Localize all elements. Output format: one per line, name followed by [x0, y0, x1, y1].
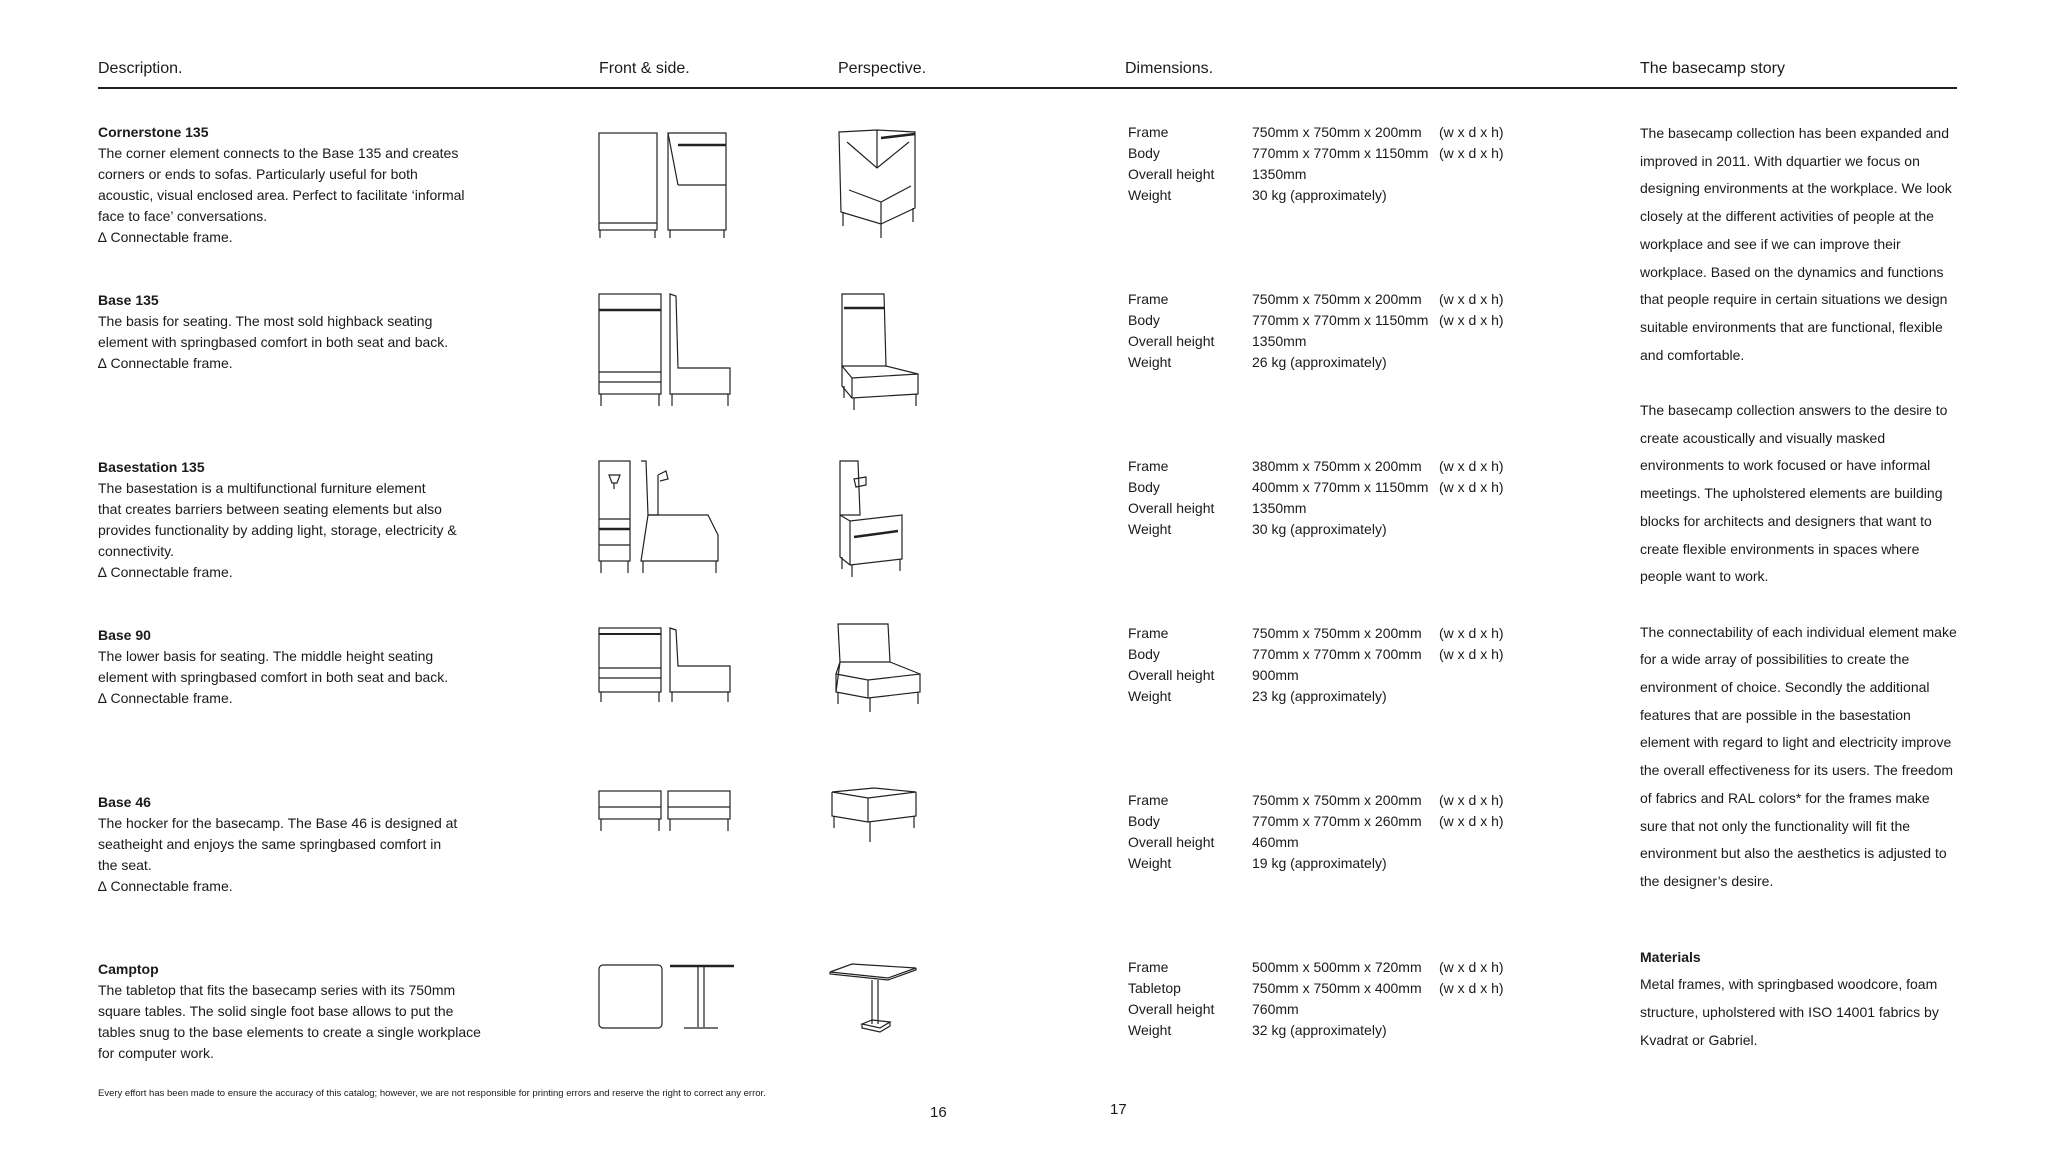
dim-label: Weight: [1128, 1022, 1172, 1038]
dim-label: Overall height: [1128, 834, 1215, 850]
dim-value: 750mm x 750mm x 200mm: [1252, 291, 1422, 307]
dim-label: Frame: [1128, 291, 1169, 307]
dim-value: 19 kg (approximately): [1252, 855, 1387, 871]
dimensions-table: [1128, 456, 1504, 540]
dim-label: Weight: [1128, 354, 1172, 370]
dim-label: Weight: [1128, 688, 1172, 704]
desc-line: The tabletop that fits the basecamp series with its 750mm: [98, 982, 456, 998]
dim-label: Frame: [1128, 625, 1169, 641]
dim-label: Frame: [1128, 124, 1169, 140]
dim-unit: (w x d x h): [1439, 312, 1504, 328]
basestation-perspective-drawing: [836, 459, 906, 579]
dim-value: 30 kg (approximately): [1252, 521, 1387, 537]
dim-value: 770mm x 770mm x 1150mm: [1252, 312, 1429, 328]
dim-unit: [1439, 853, 1504, 874]
dim-value: 750mm x 750mm x 400mm: [1252, 980, 1422, 996]
dimensions-table: [1128, 790, 1504, 874]
product-description: [98, 625, 498, 709]
dim-label: Overall height: [1128, 667, 1215, 683]
desc-line: The basestation is a multifunctional furniture element: [98, 480, 426, 496]
footnote: Every effort has been made to ensure the accuracy of this catalog; however, we are not responsible for printing errors and reserve the right to correct any error.: [98, 1088, 766, 1099]
dim-value: 750mm x 750mm x 200mm: [1252, 625, 1422, 641]
camptop-perspective-drawing: [828, 962, 920, 1038]
desc-line: The basis for seating. The most sold highback seating: [98, 313, 433, 329]
dim-value: 460mm: [1252, 834, 1299, 850]
dim-unit: [1439, 331, 1504, 352]
dim-value: 400mm x 770mm x 1150mm: [1252, 479, 1429, 495]
desc-line: for computer work.: [98, 1045, 214, 1061]
dim-label: Overall height: [1128, 500, 1215, 516]
dim-unit: [1439, 686, 1504, 707]
dim-unit: [1439, 1020, 1504, 1041]
dimensions-table: [1128, 957, 1504, 1041]
dim-unit: (w x d x h): [1439, 124, 1504, 140]
desc-line: corners or ends to sofas. Particularly useful for both: [98, 166, 418, 182]
product-title: Base 90: [98, 627, 151, 643]
desc-line: acoustic, visual enclosed area. Perfect to facilitate ‘informal: [98, 187, 465, 203]
product-title: Camptop: [98, 961, 159, 977]
page-number-left: 16: [930, 1104, 947, 1121]
dim-label: Tabletop: [1128, 980, 1181, 996]
product-title: Base 135: [98, 292, 159, 308]
desc-line: the seat.: [98, 857, 152, 873]
dim-unit: [1439, 999, 1504, 1020]
header-divider: [98, 87, 1957, 89]
product-description: [98, 290, 498, 374]
header-front-side: Front & side.: [599, 60, 690, 77]
dim-unit: [1439, 665, 1504, 686]
dim-unit: (w x d x h): [1439, 792, 1504, 808]
dim-unit: (w x d x h): [1439, 959, 1504, 975]
desc-line: ∆ Connectable frame.: [98, 229, 233, 245]
dim-value: 380mm x 750mm x 200mm: [1252, 458, 1422, 474]
base135-perspective-drawing: [836, 292, 921, 412]
story-paragraph: The connectability of each individual element make for a wide array of possibilities to create the environment of choice. Secondly the additional features that are possible in the basestation element with regard to light and electricity improve the overall effectiveness for its users. The freedom of fabrics and RAL colors* for the frames make sure that not only the functionality will fit the environment but also the aesthetics is adjusted to the designer’s desire.: [1640, 623, 1957, 889]
desc-line: ∆ Connectable frame.: [98, 355, 233, 371]
dimensions-table: [1128, 623, 1504, 707]
base135-front-side-drawing: [598, 292, 738, 408]
desc-line: ∆ Connectable frame.: [98, 878, 233, 894]
product-description: [98, 122, 498, 248]
dim-value: 30 kg (approximately): [1252, 187, 1387, 203]
dim-unit: (w x d x h): [1439, 145, 1504, 161]
dim-unit: (w x d x h): [1439, 625, 1504, 641]
dim-label: Body: [1128, 479, 1160, 495]
dim-value: 750mm x 750mm x 200mm: [1252, 124, 1422, 140]
desc-line: face to face’ conversations.: [98, 208, 268, 224]
dim-value: 900mm: [1252, 667, 1299, 683]
header-description: Description.: [98, 60, 183, 77]
desc-line: The corner element connects to the Base 135 and creates: [98, 145, 459, 161]
cornerstone-front-side-drawing: [598, 130, 738, 240]
dim-label: Weight: [1128, 521, 1172, 537]
story-paragraph: The basecamp collection answers to the desire to create acoustically and visually masked environments to work focused or have informal meetings. The upholstered elements are building blocks for architects and designers that want to create flexible environments in spaces where people want to work.: [1640, 402, 1948, 585]
base46-perspective-drawing: [828, 786, 920, 846]
desc-line: tables snug to the base elements to create a single workplace: [98, 1024, 481, 1040]
cornerstone-perspective-drawing: [835, 128, 920, 240]
desc-line: The hocker for the basecamp. The Base 46 is designed at: [98, 815, 458, 831]
header-perspective: Perspective.: [838, 60, 927, 77]
dim-value: 32 kg (approximately): [1252, 1022, 1387, 1038]
desc-line: ∆ Connectable frame.: [98, 690, 233, 706]
basecamp-story: [1640, 120, 1960, 1054]
dim-label: Body: [1128, 813, 1160, 829]
camptop-front-side-drawing: [598, 963, 738, 1033]
dim-label: Body: [1128, 646, 1160, 662]
header-dimensions: Dimensions.: [1125, 60, 1214, 77]
desc-line: The lower basis for seating. The middle height seating: [98, 648, 434, 664]
dim-label: Body: [1128, 145, 1160, 161]
dim-label: Overall height: [1128, 166, 1215, 182]
page-number-right: 17: [1110, 1101, 1127, 1118]
desc-line: connectivity.: [98, 543, 174, 559]
dim-unit: [1439, 519, 1504, 540]
basestation-front-side-drawing: [598, 459, 723, 575]
product-description: [98, 959, 498, 1064]
header-story: The basecamp story: [1640, 60, 1785, 77]
dim-unit: [1439, 185, 1504, 206]
desc-line: ∆ Connectable frame.: [98, 564, 233, 580]
dim-label: Overall height: [1128, 1001, 1215, 1017]
dim-label: Frame: [1128, 792, 1169, 808]
dim-value: 23 kg (approximately): [1252, 688, 1387, 704]
dim-unit: (w x d x h): [1439, 646, 1504, 662]
dim-value: 500mm x 500mm x 720mm: [1252, 959, 1422, 975]
dim-value: 1350mm: [1252, 166, 1307, 182]
dim-unit: (w x d x h): [1439, 291, 1504, 307]
dim-unit: [1439, 164, 1504, 185]
desc-line: element with springbased comfort in both seat and back.: [98, 669, 449, 685]
dim-value: 26 kg (approximately): [1252, 354, 1387, 370]
dim-unit: [1439, 352, 1504, 373]
dim-unit: (w x d x h): [1439, 980, 1504, 996]
desc-line: provides functionality by adding light, storage, electricity &: [98, 522, 457, 538]
dim-label: Overall height: [1128, 333, 1215, 349]
dim-value: 770mm x 770mm x 260mm: [1252, 813, 1422, 829]
dim-value: 770mm x 770mm x 700mm: [1252, 646, 1422, 662]
dim-label: Frame: [1128, 959, 1169, 975]
base90-front-side-drawing: [598, 626, 738, 706]
dim-unit: (w x d x h): [1439, 479, 1504, 495]
materials-text: Metal frames, with springbased woodcore, foam structure, upholstered with ISO 14001 fabrics by Kvadrat or Gabriel.: [1640, 976, 1939, 1048]
product-description: [98, 792, 498, 897]
product-description: [98, 457, 498, 583]
product-title: Base 46: [98, 794, 151, 810]
desc-line: element with springbased comfort in both seat and back.: [98, 334, 449, 350]
dim-unit: [1439, 832, 1504, 853]
dimensions-table: [1128, 122, 1504, 206]
materials-title: Materials: [1640, 948, 1701, 965]
dim-label: Frame: [1128, 458, 1169, 474]
dim-value: 1350mm: [1252, 500, 1307, 516]
dimensions-table: [1128, 289, 1504, 373]
product-title: Cornerstone 135: [98, 124, 209, 140]
dim-label: Weight: [1128, 187, 1172, 203]
base90-perspective-drawing: [832, 622, 924, 714]
dim-value: 760mm: [1252, 1001, 1299, 1017]
dim-label: Weight: [1128, 855, 1172, 871]
base46-front-side-drawing: [598, 789, 738, 833]
dim-value: 750mm x 750mm x 200mm: [1252, 792, 1422, 808]
desc-line: that creates barriers between seating elements but also: [98, 501, 442, 517]
dim-unit: (w x d x h): [1439, 458, 1504, 474]
story-paragraph: The basecamp collection has been expanded and improved in 2011. With dquartier we focus on designing environments at the workplace. We look closely at the different activities of people at the workplace and see if we can improve their workplace. Based on the dynamics and functions that people require in certain situations we design suitable environments that are functional, flexible and comfortable.: [1640, 125, 1952, 363]
desc-line: square tables. The solid single foot base allows to put the: [98, 1003, 454, 1019]
dim-label: Body: [1128, 312, 1160, 328]
dim-unit: [1439, 498, 1504, 519]
dim-value: 1350mm: [1252, 333, 1307, 349]
desc-line: seatheight and enjoys the same springbased comfort in: [98, 836, 442, 852]
dim-value: 770mm x 770mm x 1150mm: [1252, 145, 1429, 161]
dim-unit: (w x d x h): [1439, 813, 1504, 829]
product-title: Basestation 135: [98, 459, 205, 475]
